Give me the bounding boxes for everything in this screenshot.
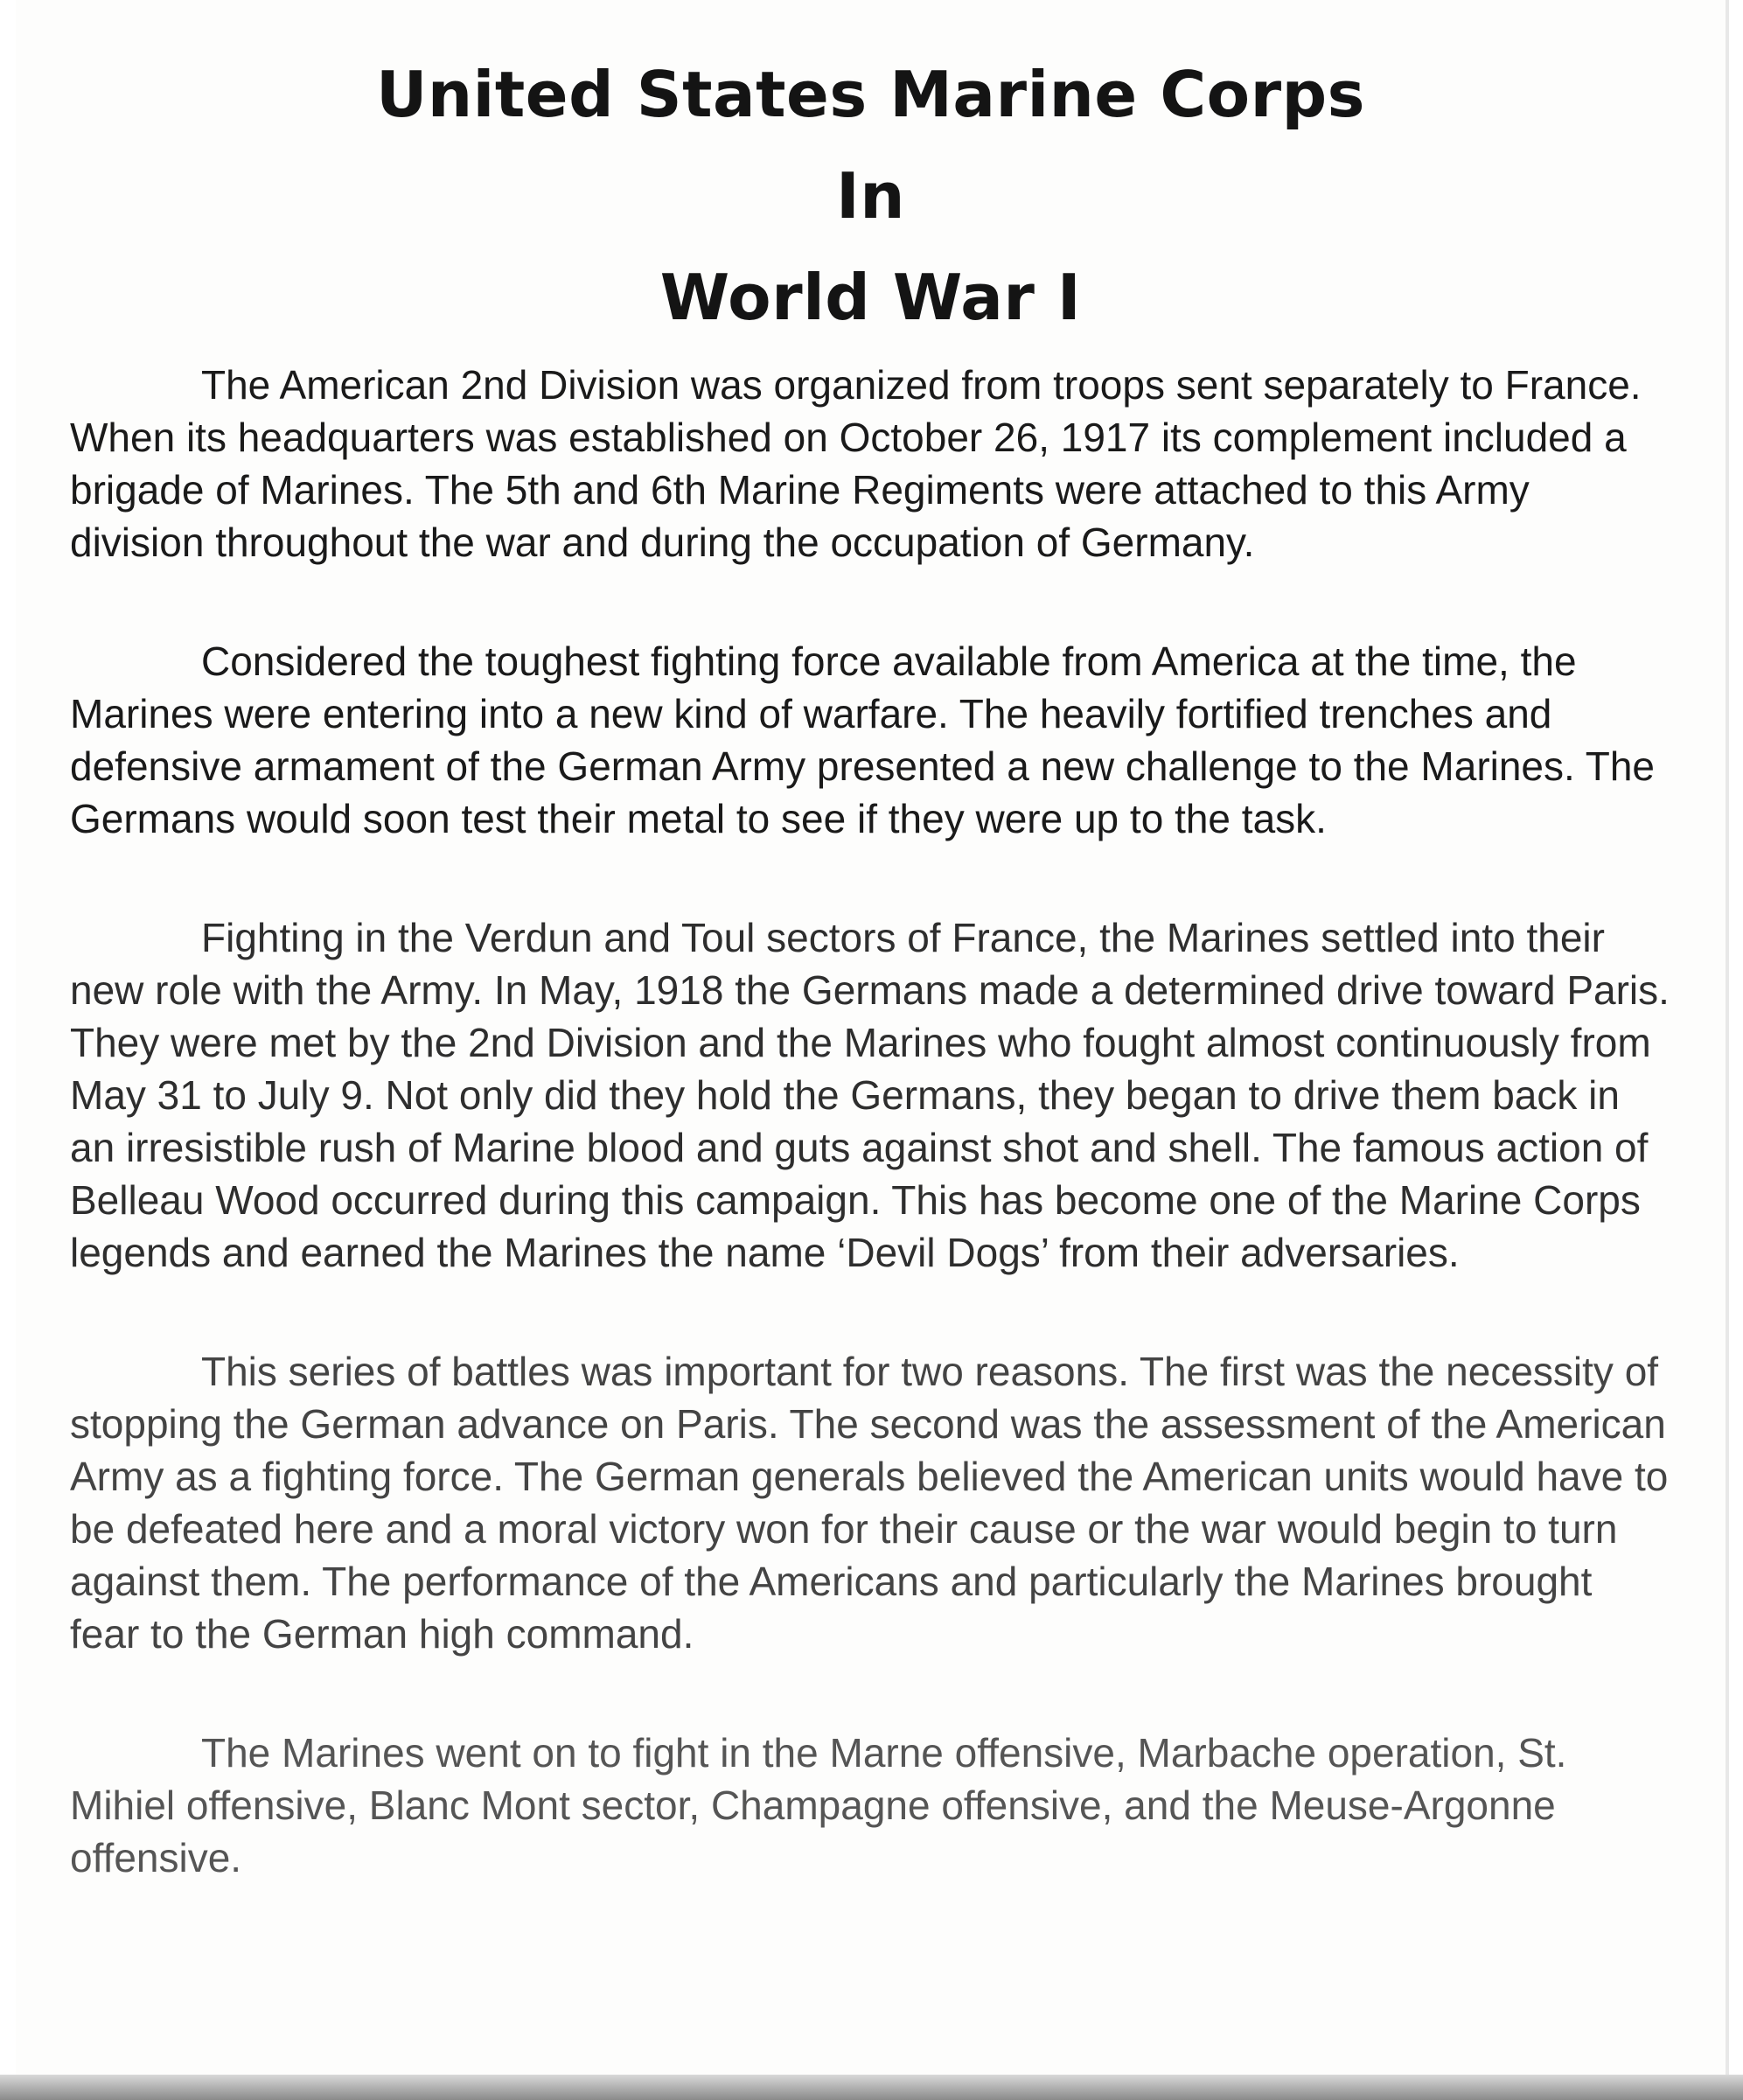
title-line-2: In <box>835 159 906 233</box>
paragraph-2: Considered the toughest fighting force available from America at the time, the Marines were entering into a new kind of warfare. The heavily fortified trenches and defensive armament of the German Army presented a new challenge to the Marines. The Germans would soon test their metal to see if they were up to the task. <box>70 638 1656 841</box>
scan-bottom-edge <box>0 2075 1743 2100</box>
title-line-3: World War I <box>659 261 1082 334</box>
title-line-1: United States Marine Corps <box>375 58 1366 131</box>
paragraph-1: The American 2nd Division was organized from troops sent separately to France. When its headquarters was established on October 26, 1917 its complement included a brigade of Marines. The 5th and 6th Marine Regiments were attached to this Army division throughout the war and during the occupation of Germany. <box>70 362 1642 565</box>
paper-sheet <box>16 0 1729 2077</box>
paragraph-5: The Marines went on to fight in the Marne offensive, Marbache operation, St. Mihiel offensive, Blanc Mont sector, Champagne offensive, and the Meuse-Argonne offensive. <box>70 1730 1567 1880</box>
paragraph-3: Fighting in the Verdun and Toul sectors of France, the Marines settled into their new role with the Army. In May, 1918 the Germans made a determined drive toward Paris. They were met by the 2nd Division and the Marines who fought almost continuously from May 31 to July 9. Not only did they hold the Germans, they began to drive them back in an irresistible rush of Marine blood and guts against shot and shell. The famous action of Belleau Wood occurred during this campaign. This has become one of the Marine Corps legends and earned the Marines the name ‘Devil Dogs’ from their adversaries. <box>70 915 1670 1275</box>
paragraph-4: This series of battles was important for two reasons. The first was the necessity of stopping the German advance on Paris. The second was the assessment of the American Army as a fighting force. The German generals believed the American units would have to be defeated here and a moral victory won for their cause or the war would begin to turn against them. The performance of the Americans and particularly the Marines brought fear to the German high command. <box>70 1349 1669 1657</box>
document-body <box>70 359 1670 1950</box>
document-title <box>16 44 1726 348</box>
